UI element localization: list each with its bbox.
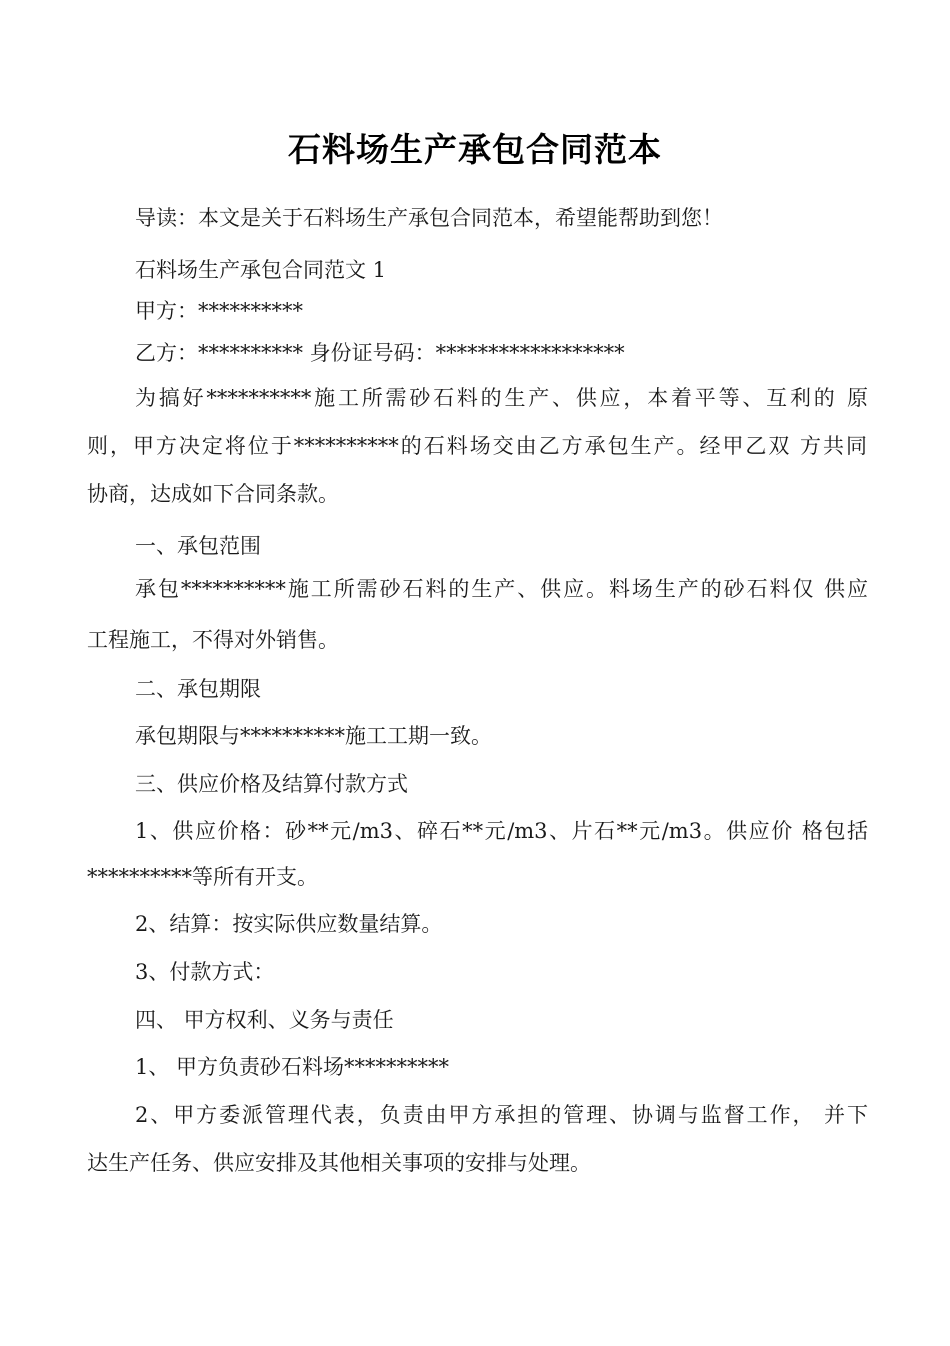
paragraph-line: 1、 甲方负责砂石料场********** [135, 1055, 450, 1079]
party-a-line: 甲方：********** [135, 299, 303, 323]
paragraph-line: 1、供应价格：砂**元/m3、碎石**元/m3、片石**元/m3。供应价 格包括 [135, 819, 868, 843]
paragraph-line: 为搞好**********施工所需砂石料的生产、供应，本着平等、互利的 原 [135, 386, 868, 410]
paragraph-line: 2、结算：按实际供应数量结算。 [135, 912, 443, 936]
subtitle-text: 石料场生产承包合同范文 1 [135, 258, 387, 282]
section-heading: 四、 甲方权利、义务与责任 [135, 1008, 394, 1032]
paragraph-line: 则，甲方决定将位于**********的石料场交由乙方承包生产。经甲乙双 方共同 [87, 434, 867, 458]
paragraph-line: 承包期限与**********施工工期一致。 [135, 724, 492, 748]
section-heading: 二、承包期限 [135, 677, 261, 701]
party-b-line: 乙方：********** 身份证号码：****************** [135, 341, 625, 365]
paragraph-line: 3、付款方式： [135, 960, 275, 984]
section-heading: 一、承包范围 [135, 534, 261, 558]
intro-text: 导读：本文是关于石料场生产承包合同范本，希望能帮助到您！ [135, 206, 723, 230]
paragraph-line: 2、甲方委派管理代表，负责由甲方承担的管理、协调与监督工作， 并下 [135, 1103, 868, 1127]
paragraph-line: 工程施工，不得对外销售。 [87, 628, 339, 652]
paragraph-line: 达生产任务、供应安排及其他相关事项的安排与处理。 [87, 1151, 591, 1175]
paragraph-line: 协商，达成如下合同条款。 [87, 482, 339, 506]
document-title: 石料场生产承包合同范本 [288, 130, 662, 169]
section-heading: 三、供应价格及结算付款方式 [135, 772, 408, 796]
paragraph-line: **********等所有开支。 [87, 865, 318, 889]
paragraph-line: 承包**********施工所需砂石料的生产、供应。料场生产的砂石料仅 供应 [135, 577, 868, 601]
